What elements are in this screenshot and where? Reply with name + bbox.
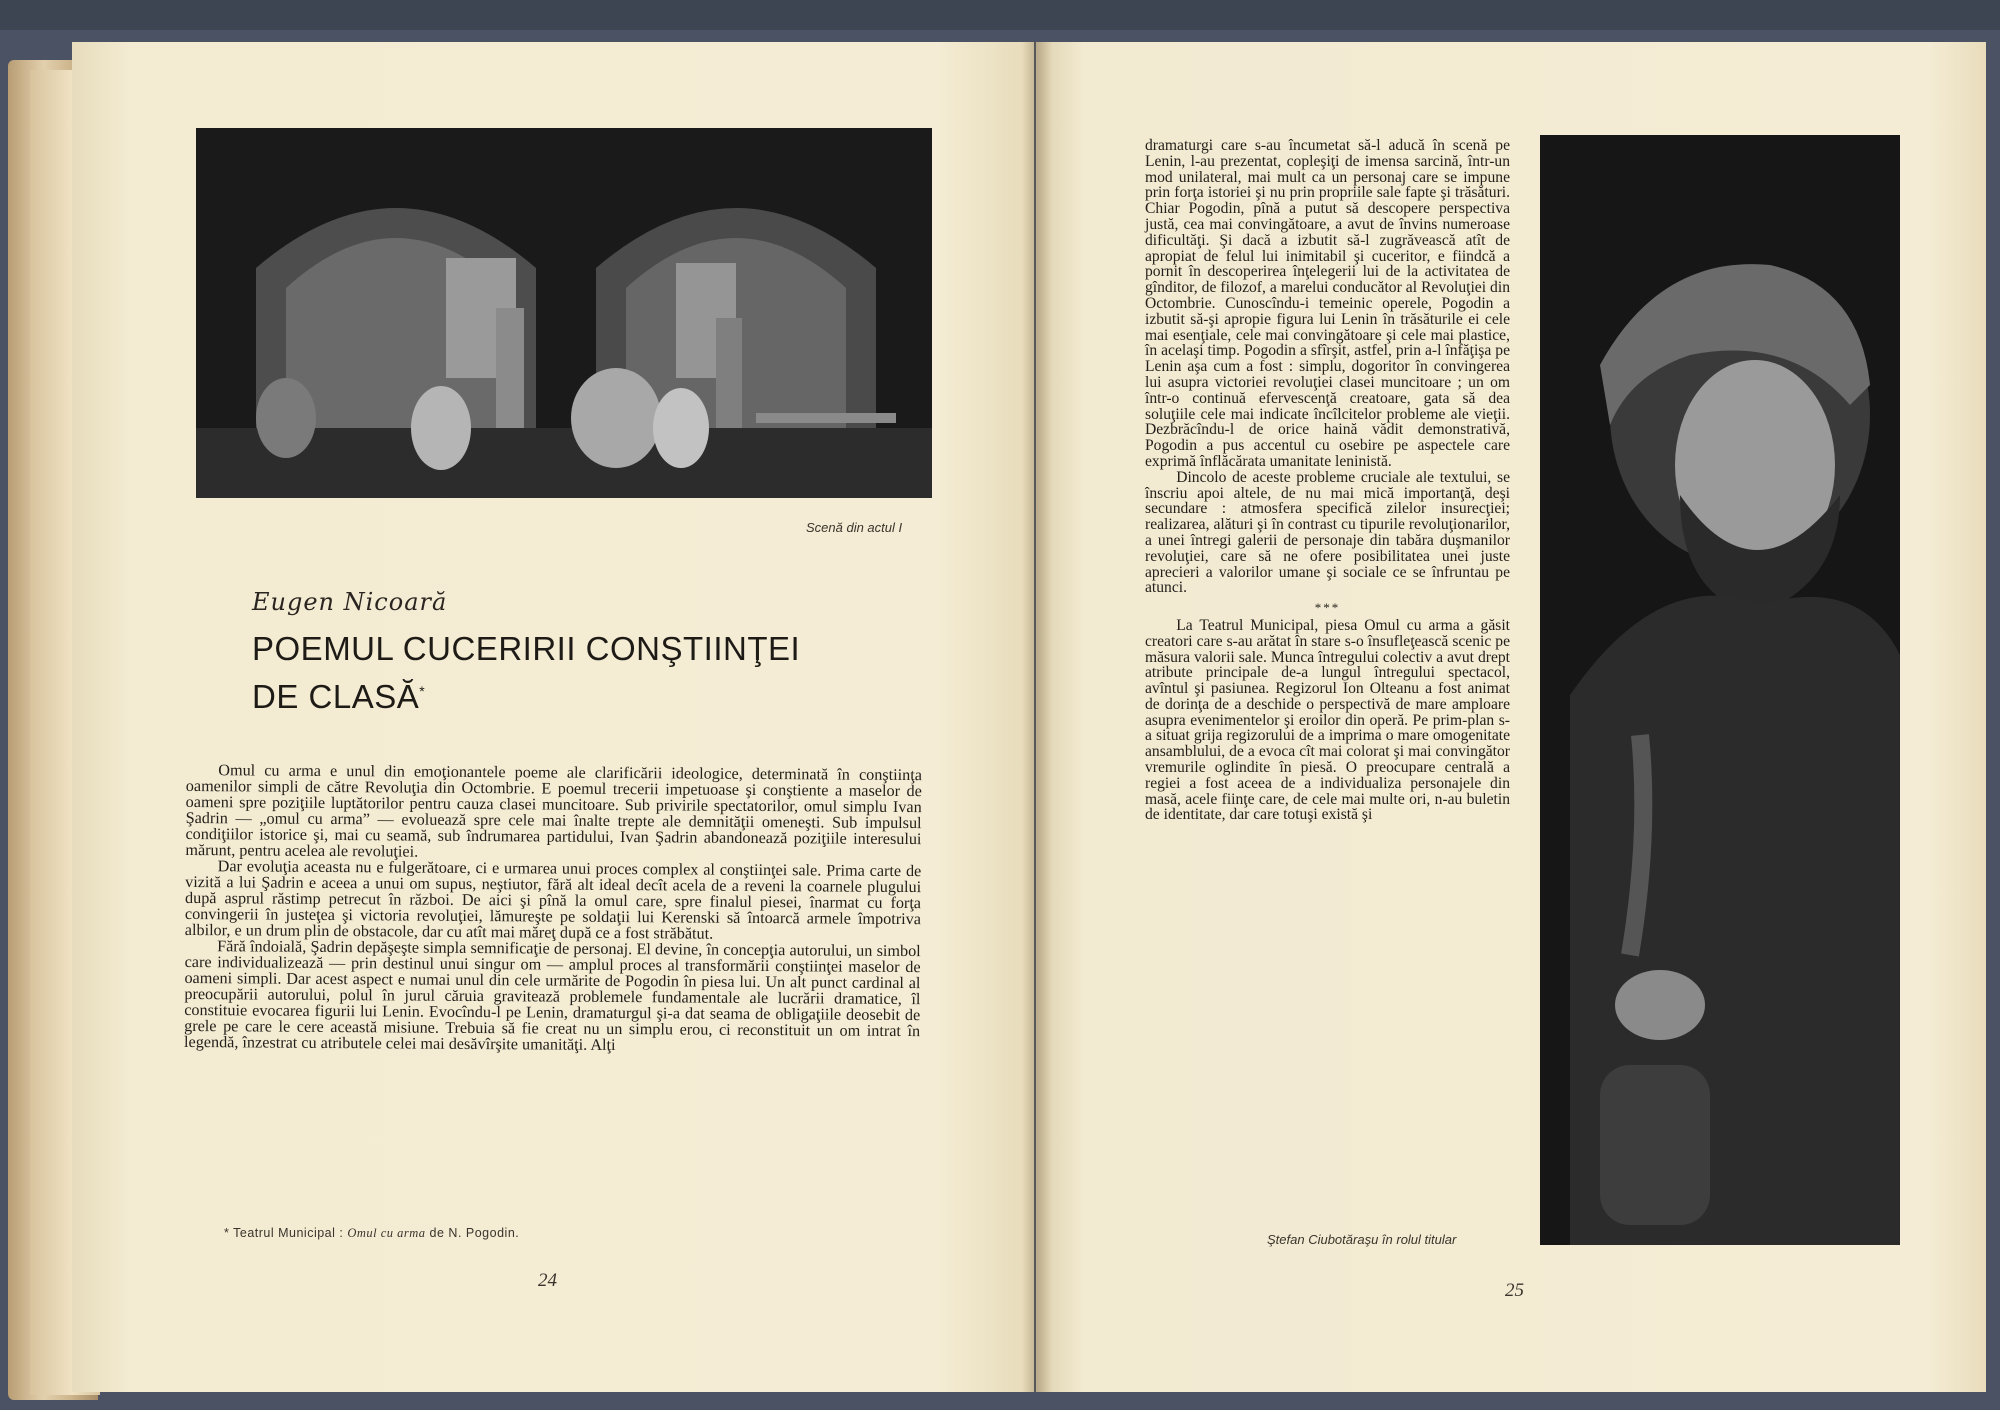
footnote-suffix: de N. Pogodin.: [429, 1226, 520, 1240]
footnote: [224, 1226, 519, 1241]
article-title-line-1: POEMUL CUCERIRII CONŞTIINŢEI: [252, 630, 801, 667]
book-gutter: [1022, 42, 1052, 1392]
portrait-photo-caption: Ştefan Ciubotăraşu în rolul titular: [1267, 1232, 1457, 1247]
right-page-number: 25: [1505, 1280, 1524, 1301]
actor-portrait-illustration: [1540, 135, 1900, 1245]
left-paragraph-3: Fără îndoială, Şadrin depăşeşte simpla semnificaţie de personaj. El devine, în concepţia autorului, un simbol care individualizează — prin destinul unui singur om — amplul proces al transformării conştiinţei maselor de oameni simpli. Dar acest aspect e numai unul din cele urmărite de Pogodin în piesa lui. Un alt punct cardinal al preocupării autorului, polul în jurul căruia gravitează problemele fundamentale ale lucrării dramatice, îl constituie evocarea figurii lui Lenin. Evocîndu-l pe Lenin, dramaturgul şi-a dat seama de obligaţiile deosebit de grele pe care le cere această misiune. Trebuia să fie creat nu un simplu erou, ci reconstituit un om intrat în legendă, înzestrat cu atributele celei mai desăvîrşite umanităţi. Alţi: [183, 937, 921, 1055]
right-paragraph-2: Dincolo de aceste probleme cruciale ale textului, se înscriu apoi altele, de nu mai mică importanţă, deşi secundare : atmosfera specifică zilelor insurecţiei; realizarea, alături şi în contrast cu tipurile revoluţionarilor, a unei întregi galerii de personaje din tabăra duşmanilor revoluţiei, care să ne ofere posibilitatea unei juste aprecieri a valorilor umane şi sociale ce se înfruntau pe atunci.: [1145, 468, 1510, 597]
article-author: Eugen Nicoară: [252, 588, 448, 616]
right-paragraph-1: dramaturgi care s-au încumetat să-l aducă în scenă pe Lenin, l-au prezentat, copleşiţi de imensa sarcină, într-un mod unilateral, mai mult ca un personaj care se impune prin forţa istoriei şi nu prin propriile sale fapte şi trăsături. Chiar Pogodin, pînă a putut să descopere perspectiva justă, cea mai convingătoare, a avut de învins numeroase dificultăţi. Şi dacă a izbutit să-l zugrăvească atît de apropiat de felul lui inimitabil şi cuceritor, e fiindcă a pornit în descoperirea înţelegerii lui de la activitatea de gînditor, de filozof, a marelui conducător al Revoluţiei din Octombrie. Cunoscîndu-i temeinic operele, Pogodin a izbutit să-şi apropie figura lui Lenin în trăsăturile ei cele mai esenţiale, cele mai convingătoare şi cele mai plastice, în acelaşi timp. Pogodin a sfîrşit, astfel, prin a-l înfăţişa pe Lenin aşa cum a fost : simplu, dogoritor în convingerea lui asupra victoriei revoluţiei clasei muncitoare ; un om într-o continuă efervescenţă creatoare, gata să dea soluţiile cele mai indicate încîlcitelor probleme ale vieţii. Dezbrăcîndu-l de orice haină vădit demonstrativă, Pogodin a pus accentul cu osebire pe aspectele care exprimă înflăcărata umanitate leninistă.: [1145, 137, 1510, 470]
actor-portrait-photo: [1540, 135, 1900, 1245]
left-paragraph-2: Dar evoluţia aceasta nu e fulgerătoare, ci e urmarea unui proces complex al conştiinţei sale. Prima carte de vizită a lui Şadrin e aceea a unui om supus, neştiutor, fără alt ideal decît acela de a reveni la coarnele plugului după asprul răstimp petrecut în război. De aici şi pînă la omul care, spre finalul piesei, înarmat cu forţa convingerii în justeţea şi victoria revoluţiei, lămureşte pe soldaţii lui Kerenski să întoarcă armele împotriva albilor, e un drum plin de obstacole, dar cu atît mai măreţ după ce a fost străbătut.: [184, 857, 922, 943]
right-article-column: [1145, 138, 1510, 823]
article-title-line-2-text: DE CLASĂ: [252, 678, 420, 715]
article-title: [252, 628, 800, 718]
left-paragraph-1: Omul cu arma e unul din emoţionantele poeme ale clarificării ideologice, determinată în conştiinţa oamenilor simpli de către Revoluţia din Octombrie. E poemul trecerii impetuoase şi conştiente a maselor de oameni spre poziţiile luptătorilor pentru cauza clasei muncitoare. Sub privirile spectatorilor, omul simplu Ivan Şadrin — „omul cu arma” — evoluează spre cele mai înalte trepte ale demnităţii omeneşti. Sub impulsul condiţiilor istorice şi, mai cu seamă, sub îndrumarea partidului, Ivan Şadrin abandonează poziţiile interesului mărunt, pentru acelea ale revoluţiei.: [185, 761, 922, 861]
stage-scene-photo: [196, 128, 932, 498]
footnote-mark: *: [419, 683, 426, 699]
section-separator: ***: [1314, 600, 1341, 616]
stage-photo-caption: Scenă din actul I: [806, 520, 903, 535]
stage-scene-illustration: [196, 128, 932, 498]
left-article-column: [184, 762, 922, 1055]
left-page-number: 24: [538, 1270, 557, 1291]
footnote-prefix: * Teatrul Municipal :: [224, 1226, 344, 1240]
footnote-work-title: Omul cu arma: [347, 1226, 426, 1240]
article-title-line-2: [252, 670, 800, 718]
right-paragraph-3: La Teatrul Municipal, piesa Omul cu arma a găsit creatori care s-au arătat în stare s-o însufleţească scenic pe măsura valorii sale. Munca întregului colectiv a avut drept atribute principale de-a lungul întregului spectacol, avîntul şi pasiunea. Regizorul Ion Olteanu a fost animat de dorinţa de a deschide o perspectivă de mare amploare asupra evenimentelor şi eroilor din operă. Pe prim-plan s-a situat grija regizorului de a imprima o mare omogenitate ansamblului, de a evoca cît mai colorat şi mai convingător vremurile oglindite în piesă. O preocupare centrală a regiei a fost aceea de a individualiza personajele din masă, acele fiinţe care, de cele mai multe ori, n-au buletin de identitate, dar care totuşi există şi: [1145, 616, 1510, 824]
